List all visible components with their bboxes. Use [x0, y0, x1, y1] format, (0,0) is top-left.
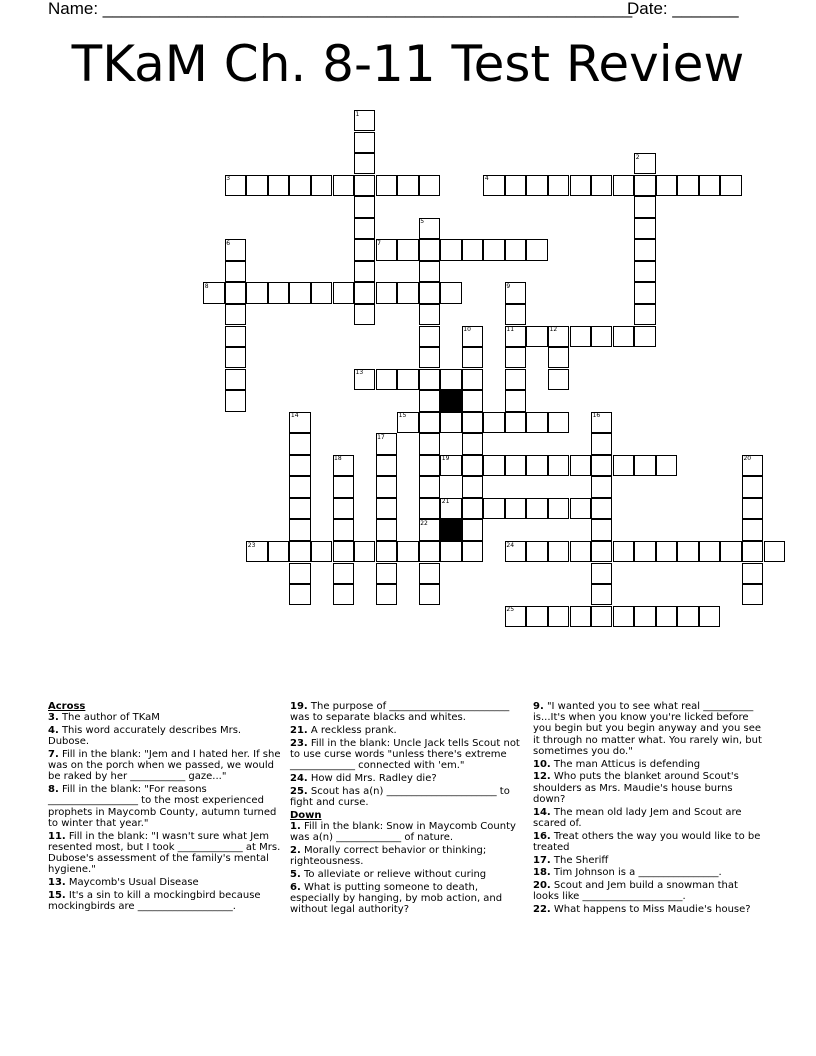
answer-cell[interactable]: [505, 455, 526, 476]
answer-cell[interactable]: [526, 239, 547, 260]
answer-cell[interactable]: [505, 175, 526, 196]
answer-cell[interactable]: [462, 239, 483, 260]
clue-number: 23: [247, 541, 256, 549]
answer-cell[interactable]: [246, 282, 267, 303]
clue-item-text: The man Atticus is defending: [550, 758, 701, 770]
answer-cell[interactable]: [591, 519, 612, 540]
black-square: [440, 390, 461, 411]
answer-cell[interactable]: [742, 563, 763, 584]
clue-item-text: This word accurately describes Mrs. Dubose.: [48, 725, 242, 748]
answer-cell[interactable]: [526, 175, 547, 196]
clue-number: 9: [506, 282, 511, 290]
clue-item: [48, 712, 284, 723]
clue-item-number: 4.: [48, 725, 59, 736]
answer-cell[interactable]: [699, 541, 720, 562]
answer-cell[interactable]: [419, 261, 440, 282]
answer-cell[interactable]: [419, 239, 440, 260]
clue-item-number: 23.: [290, 737, 308, 749]
answer-cell[interactable]: [419, 282, 440, 303]
clue-item-text: What happens to Miss Maudie's house?: [550, 904, 751, 916]
answer-cell[interactable]: [289, 563, 310, 584]
answer-cell[interactable]: [225, 369, 246, 390]
answer-cell[interactable]: [354, 153, 375, 174]
answer-cell[interactable]: [591, 606, 612, 627]
answer-cell[interactable]: [376, 455, 397, 476]
answer-cell[interactable]: [591, 563, 612, 584]
clue-item-text: Fill in the blank: "I wasn't sure what Jem resented most, but I took _____________ at Mrs. Dubose's assessment of the family's mental hygiene.": [48, 830, 281, 876]
clue-number: 15: [398, 412, 407, 420]
clue-number: 3: [226, 175, 231, 183]
clue-item: [533, 904, 765, 915]
answer-cell[interactable]: [634, 218, 655, 239]
answer-cell[interactable]: [570, 498, 591, 519]
clue-item-number: 20.: [533, 880, 551, 892]
clue-item-text: It's a sin to kill a mockingbird because mockingbirds are ___________________.: [48, 889, 261, 913]
clue-item-number: 24.: [290, 773, 308, 784]
answer-cell[interactable]: [333, 519, 354, 540]
answer-cell[interactable]: [634, 326, 655, 347]
answer-cell[interactable]: [634, 282, 655, 303]
clue-column-1: [48, 701, 284, 914]
clue-item-number: 14.: [533, 806, 551, 818]
answer-cell[interactable]: [462, 455, 483, 476]
answer-cell[interactable]: [354, 282, 375, 303]
answer-cell[interactable]: [419, 433, 440, 454]
answer-cell[interactable]: [634, 175, 655, 196]
answer-cell[interactable]: [483, 412, 504, 433]
clue-number: 10: [463, 326, 471, 333]
answer-cell[interactable]: [397, 175, 418, 196]
clue-item: [290, 821, 522, 843]
answer-cell[interactable]: [268, 175, 289, 196]
clue-item: [290, 725, 522, 736]
black-square: [440, 519, 461, 540]
clue-item: [533, 771, 765, 805]
answer-cell[interactable]: [548, 541, 569, 562]
answer-cell[interactable]: [376, 519, 397, 540]
answer-cell[interactable]: [591, 455, 612, 476]
answer-cell[interactable]: [591, 584, 612, 605]
clue-item: [48, 784, 284, 829]
answer-cell[interactable]: [613, 541, 634, 562]
answer-cell[interactable]: [656, 175, 677, 196]
answer-cell[interactable]: [225, 261, 246, 282]
clue-item-text: Treat others the way you would like to be treated: [533, 830, 761, 853]
answer-cell[interactable]: [591, 498, 612, 519]
answer-cell[interactable]: [764, 541, 785, 562]
clue-column-2: [290, 701, 522, 917]
answer-cell[interactable]: [419, 498, 440, 519]
clue-item: [290, 882, 522, 916]
clue-item-number: 25.: [290, 785, 308, 797]
answer-cell[interactable]: [526, 326, 547, 347]
answer-cell[interactable]: [742, 584, 763, 605]
answer-cell[interactable]: [333, 282, 354, 303]
answer-cell[interactable]: [548, 369, 569, 390]
answer-cell[interactable]: [333, 175, 354, 196]
answer-cell[interactable]: [505, 498, 526, 519]
answer-cell[interactable]: [440, 541, 461, 562]
answer-cell[interactable]: [742, 498, 763, 519]
clue-item-text: The mean old lady Jem and Scout are scared of.: [533, 806, 742, 829]
answer-cell[interactable]: [440, 239, 461, 260]
answer-cell[interactable]: [246, 175, 267, 196]
clue-item: [48, 749, 284, 783]
answer-cell[interactable]: [311, 175, 332, 196]
answer-cell[interactable]: [376, 282, 397, 303]
clue-item-number: 10.: [533, 758, 551, 770]
clue-item: [533, 701, 765, 757]
name-field-label[interactable]: Name: ________________________________________________________: [48, 0, 633, 18]
clue-item-text: To alleviate or relieve without curing: [300, 869, 487, 880]
answer-cell[interactable]: [376, 563, 397, 584]
date-field-label[interactable]: Date: _______: [627, 0, 739, 18]
clue-item-text: Scout and Jem build a snowman that looks like ____________________.: [533, 880, 738, 903]
clue-item-text: Maycomb's Usual Disease: [65, 877, 199, 889]
answer-cell[interactable]: [677, 606, 698, 627]
answer-cell[interactable]: [526, 606, 547, 627]
answer-cell[interactable]: [289, 282, 310, 303]
answer-cell[interactable]: [548, 347, 569, 368]
answer-cell[interactable]: [289, 519, 310, 540]
answer-cell[interactable]: [634, 196, 655, 217]
answer-cell[interactable]: [419, 541, 440, 562]
clue-item: [533, 855, 765, 866]
answer-cell[interactable]: [505, 390, 526, 411]
clue-item-number: 15.: [48, 889, 66, 901]
clue-item-text: A reckless prank.: [307, 725, 397, 736]
answer-cell[interactable]: [289, 175, 310, 196]
answer-cell[interactable]: [656, 606, 677, 627]
answer-cell[interactable]: [225, 304, 246, 325]
down-heading: Down: [290, 809, 322, 821]
clue-item-text: The author of TKaM: [58, 712, 160, 724]
answer-cell[interactable]: [483, 239, 504, 260]
answer-cell[interactable]: [634, 541, 655, 562]
answer-cell[interactable]: [483, 455, 504, 476]
clue-item: [290, 786, 522, 808]
answer-cell[interactable]: [225, 326, 246, 347]
answer-cell[interactable]: [419, 304, 440, 325]
answer-cell[interactable]: [505, 347, 526, 368]
clue-item-number: 16.: [533, 830, 551, 842]
answer-cell[interactable]: [526, 498, 547, 519]
answer-cell[interactable]: [505, 369, 526, 390]
clue-item-text: Who puts the blanket around Scout's shoulders as Mrs. Maudie's house burns down?: [533, 771, 739, 805]
answer-cell[interactable]: [419, 369, 440, 390]
clue-item: [533, 807, 765, 829]
answer-cell[interactable]: [462, 476, 483, 497]
answer-cell[interactable]: [354, 541, 375, 562]
answer-cell[interactable]: [440, 369, 461, 390]
answer-cell[interactable]: [526, 412, 547, 433]
clue-item-number: 9.: [533, 701, 544, 712]
answer-cell[interactable]: [419, 347, 440, 368]
answer-cell[interactable]: [333, 498, 354, 519]
answer-cell[interactable]: [548, 412, 569, 433]
answer-cell[interactable]: [440, 282, 461, 303]
answer-cell[interactable]: [570, 326, 591, 347]
clue-item-text: The Sheriff: [550, 854, 609, 866]
answer-cell[interactable]: [656, 541, 677, 562]
answer-cell[interactable]: [419, 390, 440, 411]
answer-cell[interactable]: [462, 541, 483, 562]
answer-cell[interactable]: [462, 347, 483, 368]
answer-cell[interactable]: [613, 606, 634, 627]
answer-cell[interactable]: [677, 175, 698, 196]
answer-cell[interactable]: [526, 541, 547, 562]
clue-number: 13: [355, 369, 364, 377]
clue-item: [48, 725, 284, 747]
answer-cell[interactable]: [462, 369, 483, 390]
clue-number: 21: [441, 498, 450, 506]
clue-item-number: 7.: [48, 749, 59, 760]
answer-cell[interactable]: [397, 239, 418, 260]
clue-number: 19: [441, 455, 450, 463]
answer-cell[interactable]: [376, 498, 397, 519]
clue-column-3: [533, 701, 765, 917]
answer-cell[interactable]: [548, 498, 569, 519]
answer-cell[interactable]: [742, 476, 763, 497]
answer-cell[interactable]: [419, 476, 440, 497]
answer-cell[interactable]: [419, 412, 440, 433]
clue-item: [48, 890, 284, 912]
answer-cell[interactable]: [462, 433, 483, 454]
answer-cell[interactable]: [289, 455, 310, 476]
answer-cell[interactable]: [505, 412, 526, 433]
clue-item-text: Fill in the blank: "For reasons __________________ to the most experienced prophets in Maycomb County, autumn turned to winter that year.": [48, 784, 277, 829]
answer-cell[interactable]: [376, 541, 397, 562]
answer-cell[interactable]: [462, 519, 483, 540]
answer-cell[interactable]: [440, 412, 461, 433]
clue-item: [290, 701, 522, 723]
answer-cell[interactable]: [613, 175, 634, 196]
answer-cell[interactable]: [505, 304, 526, 325]
answer-cell[interactable]: [419, 563, 440, 584]
answer-cell[interactable]: [419, 326, 440, 347]
answer-cell[interactable]: [548, 455, 569, 476]
answer-cell[interactable]: [268, 282, 289, 303]
answer-cell[interactable]: [699, 175, 720, 196]
answer-cell[interactable]: [419, 455, 440, 476]
answer-cell[interactable]: [742, 541, 763, 562]
clue-item-text: What is putting someone to death, especially by hanging, by mob action, and without legal authority?: [290, 881, 503, 916]
answer-cell[interactable]: [591, 541, 612, 562]
clue-item-number: 6.: [290, 881, 301, 893]
answer-cell[interactable]: [462, 390, 483, 411]
clue-number: 24: [506, 541, 515, 549]
answer-cell[interactable]: [289, 584, 310, 605]
answer-cell[interactable]: [376, 175, 397, 196]
answer-cell[interactable]: [462, 498, 483, 519]
clue-number: 7: [377, 239, 381, 247]
answer-cell[interactable]: [570, 606, 591, 627]
answer-cell[interactable]: [720, 175, 741, 196]
clue-item-number: 3.: [48, 712, 59, 724]
clue-item-text: How did Mrs. Radley die?: [307, 773, 437, 784]
answer-cell[interactable]: [225, 347, 246, 368]
clue-number: 18: [334, 455, 342, 463]
clue-item-number: 12.: [533, 771, 551, 783]
clue-item-number: 22.: [533, 904, 551, 916]
answer-cell[interactable]: [505, 239, 526, 260]
clue-item: [290, 869, 522, 880]
answer-cell[interactable]: [548, 175, 569, 196]
answer-cell[interactable]: [591, 476, 612, 497]
clue-item: [533, 759, 765, 770]
clue-number: 6: [226, 239, 231, 247]
answer-cell[interactable]: [354, 239, 375, 260]
across-heading: Across: [48, 701, 86, 712]
clue-number: 2: [635, 153, 640, 161]
answer-cell[interactable]: [333, 584, 354, 605]
answer-cell[interactable]: [376, 584, 397, 605]
clue-number: 25: [506, 606, 515, 614]
clue-item-text: Tim Johnson is a ________________.: [550, 867, 722, 879]
answer-cell[interactable]: [591, 326, 612, 347]
clue-item-text: Fill in the blank: Snow in Maycomb County was a(n) _____________ of nature.: [290, 821, 516, 844]
answer-cell[interactable]: [570, 541, 591, 562]
answer-cell[interactable]: [354, 261, 375, 282]
answer-cell[interactable]: [634, 239, 655, 260]
answer-cell[interactable]: [526, 455, 547, 476]
answer-cell[interactable]: [591, 175, 612, 196]
clue-item: [533, 831, 765, 853]
clue-item: [290, 738, 522, 772]
clue-item-text: Morally correct behavior or thinking; righteousness.: [290, 845, 487, 868]
answer-cell[interactable]: [354, 196, 375, 217]
clue-number: 14: [290, 412, 299, 420]
clue-item-number: 11.: [48, 830, 66, 842]
answer-cell[interactable]: [225, 282, 246, 303]
clue-number: 4: [484, 175, 489, 183]
clue-item-number: 2.: [290, 845, 301, 856]
answer-cell[interactable]: [376, 476, 397, 497]
answer-cell[interactable]: [634, 261, 655, 282]
answer-cell[interactable]: [397, 369, 418, 390]
answer-cell[interactable]: [613, 326, 634, 347]
clue-item: [533, 880, 765, 902]
clue-item-number: 1.: [290, 821, 301, 832]
answer-cell[interactable]: [333, 563, 354, 584]
answer-cell[interactable]: [354, 304, 375, 325]
clue-item-number: 17.: [533, 854, 551, 866]
clue-item: [48, 831, 284, 876]
answer-cell[interactable]: [634, 304, 655, 325]
answer-cell[interactable]: [333, 541, 354, 562]
clue-item-number: 18.: [533, 867, 551, 879]
answer-cell[interactable]: [720, 541, 741, 562]
answer-cell[interactable]: [462, 412, 483, 433]
clue-number: 8: [204, 282, 209, 290]
clue-item-number: 8.: [48, 784, 59, 796]
answer-cell[interactable]: [289, 476, 310, 497]
clue-item-text: The purpose of ________________________ was to separate blacks and whites.: [290, 701, 510, 724]
answer-cell[interactable]: [397, 541, 418, 562]
answer-cell[interactable]: [354, 132, 375, 153]
answer-cell[interactable]: [289, 498, 310, 519]
answer-cell[interactable]: [419, 175, 440, 196]
clue-item: [290, 845, 522, 867]
answer-cell[interactable]: [656, 455, 677, 476]
clue-item-text: Fill in the blank: "Jem and I hated her. If she was on the porch when we passed, we would be raked by her ___________ gaze...": [48, 749, 281, 783]
clue-number: 11: [506, 326, 515, 333]
answer-cell[interactable]: [548, 606, 569, 627]
answer-cell[interactable]: [570, 175, 591, 196]
clue-number: 12: [549, 326, 558, 333]
answer-cell[interactable]: [333, 476, 354, 497]
clue-item: [533, 867, 765, 878]
clue-item-text: Scout has a(n) ______________________ to fight and curse.: [290, 785, 510, 808]
answer-cell[interactable]: [699, 606, 720, 627]
answer-cell[interactable]: [591, 433, 612, 454]
clue-item: [48, 877, 284, 888]
answer-cell[interactable]: [613, 455, 634, 476]
clue-item-number: 19.: [290, 701, 308, 712]
answer-cell[interactable]: [677, 541, 698, 562]
answer-cell[interactable]: [634, 455, 655, 476]
answer-cell[interactable]: [634, 606, 655, 627]
clue-number: 5: [420, 218, 425, 226]
answer-cell[interactable]: [268, 541, 289, 562]
clue-item-text: Fill in the blank: Uncle Jack tells Scout not to use curse words "unless there's extreme _____________ connected with 'em.": [290, 737, 520, 772]
answer-cell[interactable]: [570, 455, 591, 476]
answer-cell[interactable]: [311, 541, 332, 562]
clue-number: 16: [592, 412, 601, 420]
answer-cell[interactable]: [354, 218, 375, 239]
answer-cell[interactable]: [289, 541, 310, 562]
answer-cell[interactable]: [225, 390, 246, 411]
clue-item: [290, 773, 522, 784]
answer-cell[interactable]: [289, 433, 310, 454]
answer-cell[interactable]: [354, 175, 375, 196]
clue-number: 17: [377, 433, 385, 441]
page-title: TKaM Ch. 8-11 Test Review: [71, 35, 745, 93]
answer-cell[interactable]: [397, 282, 418, 303]
answer-cell[interactable]: [419, 584, 440, 605]
clue-item-number: 5.: [290, 869, 301, 880]
clue-item-number: 13.: [48, 877, 66, 889]
clue-item-text: "I wanted you to see what real __________ is...It's when you know you're licked before you begin but you begin anyway and you see it through no matter what. You rarely win, but sometimes you do.": [533, 701, 762, 757]
clue-item-number: 21.: [290, 725, 308, 736]
clue-number: 20: [743, 455, 752, 463]
answer-cell[interactable]: [483, 498, 504, 519]
answer-cell[interactable]: [311, 282, 332, 303]
answer-cell[interactable]: [376, 369, 397, 390]
clue-number: 22: [420, 519, 428, 527]
clue-number: 1: [355, 110, 360, 118]
answer-cell[interactable]: [742, 519, 763, 540]
